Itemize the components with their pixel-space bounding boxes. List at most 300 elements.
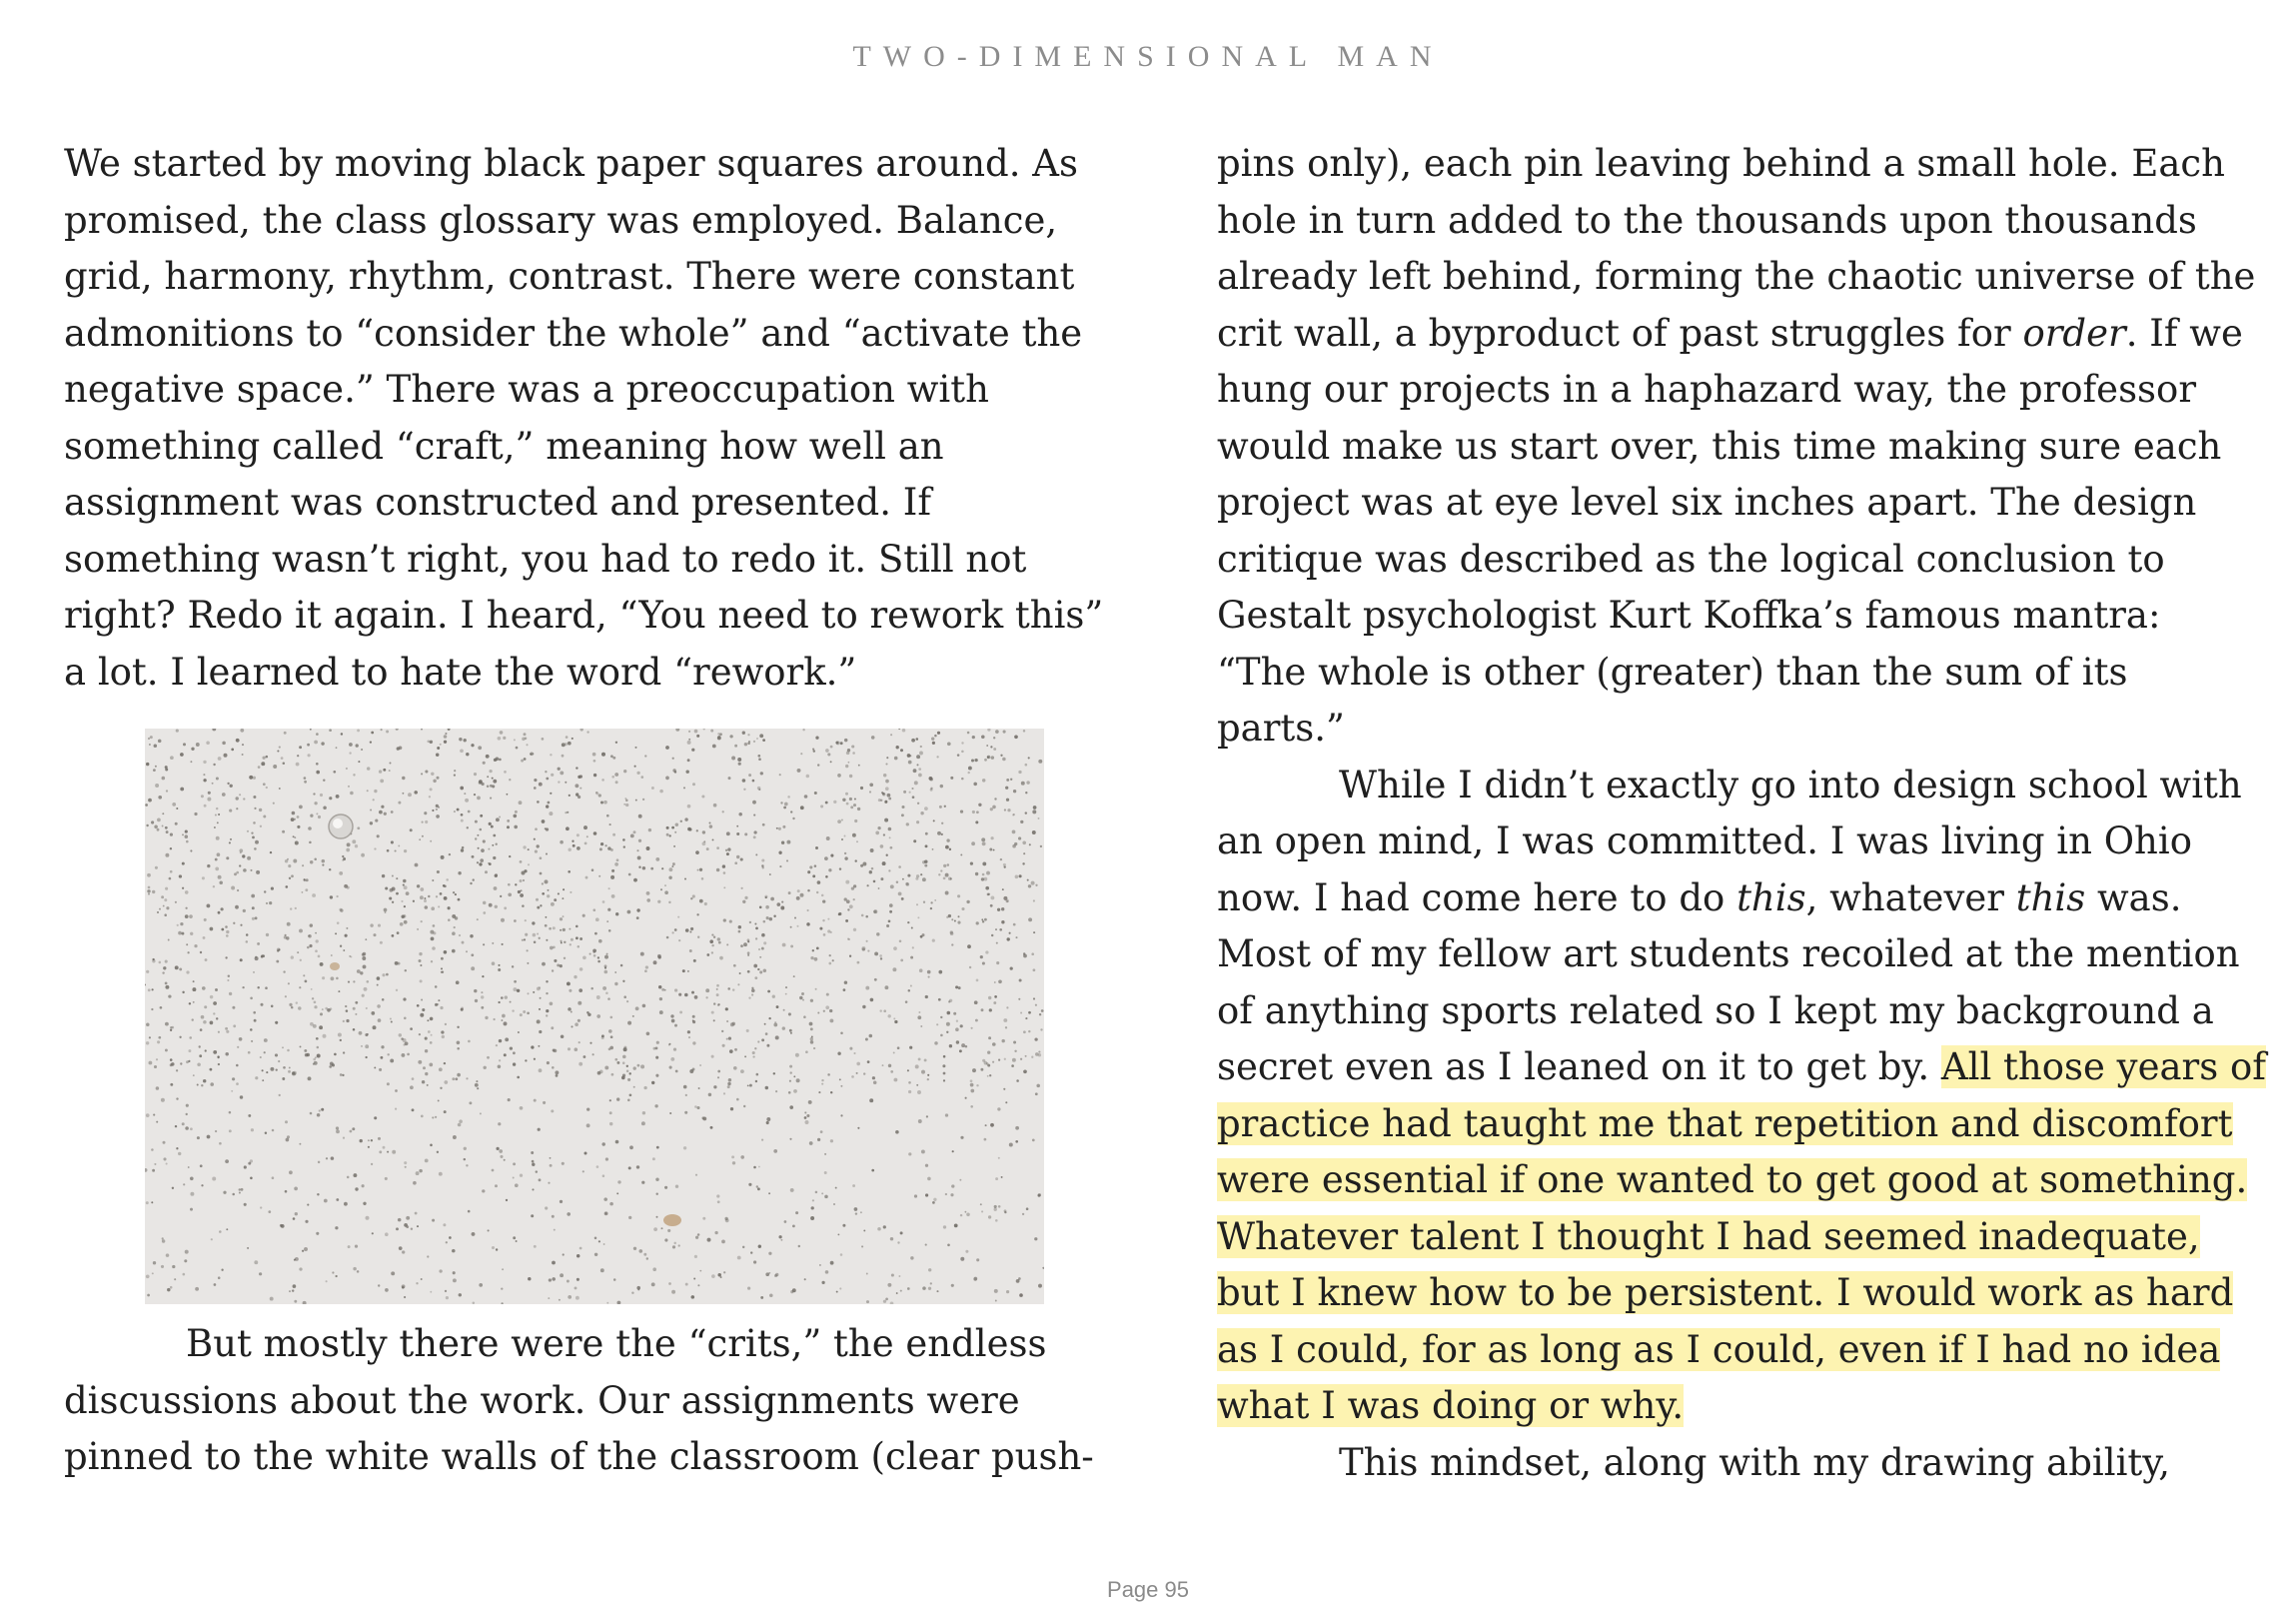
- pinhole: [277, 949, 279, 951]
- pinhole: [255, 840, 259, 844]
- pinhole: [943, 876, 946, 879]
- highlighted-text[interactable]: All those years of: [1940, 1045, 2266, 1088]
- pinhole: [340, 945, 342, 947]
- pinhole: [807, 909, 809, 911]
- pinhole: [853, 1052, 855, 1054]
- pinhole: [537, 801, 540, 804]
- pinhole: [470, 934, 473, 937]
- pinhole: [461, 819, 464, 822]
- pinhole: [482, 1189, 485, 1192]
- pinhole: [430, 741, 433, 744]
- pinhole: [1010, 966, 1013, 969]
- pinhole: [457, 1026, 459, 1028]
- pinhole: [160, 1006, 163, 1009]
- pinhole: [812, 949, 814, 951]
- pinhole: [260, 1206, 262, 1208]
- pinhole: [862, 1005, 865, 1008]
- pinhole: [671, 865, 673, 867]
- pinhole: [481, 1006, 484, 1009]
- pinhole: [722, 864, 725, 867]
- pinhole: [501, 996, 504, 999]
- pinhole: [406, 1225, 409, 1228]
- pinhole: [608, 887, 610, 889]
- pinhole: [239, 1191, 241, 1193]
- pinhole: [772, 995, 775, 998]
- pinhole: [158, 740, 162, 744]
- pinhole: [492, 778, 494, 780]
- pinhole: [289, 1066, 291, 1068]
- pinhole: [883, 1300, 886, 1303]
- pinhole: [545, 1206, 548, 1209]
- pinhole: [629, 1093, 632, 1096]
- pinhole: [972, 810, 975, 813]
- pinhole: [582, 955, 586, 959]
- pinhole: [584, 842, 587, 845]
- pinhole: [478, 847, 480, 849]
- pinhole: [753, 1260, 756, 1263]
- pinhole: [483, 839, 486, 842]
- pinhole: [869, 791, 871, 793]
- pinhole: [471, 966, 475, 970]
- pinhole: [445, 1023, 447, 1025]
- pinhole: [734, 745, 737, 748]
- pinhole: [308, 826, 312, 830]
- pinhole: [818, 1091, 820, 1093]
- pinhole: [830, 1261, 834, 1265]
- pinhole: [929, 777, 933, 781]
- pinhole: [392, 934, 395, 937]
- pinhole: [346, 1009, 349, 1012]
- pinhole: [356, 744, 359, 747]
- pinhole: [425, 1072, 428, 1075]
- pinhole: [370, 741, 372, 743]
- pinhole: [443, 1223, 446, 1226]
- pinhole: [148, 738, 150, 740]
- pinhole: [417, 1004, 420, 1007]
- pinhole: [382, 998, 385, 1001]
- pinhole: [837, 774, 841, 778]
- pinhole: [790, 926, 792, 928]
- pinhole: [604, 844, 606, 846]
- pinhole: [854, 819, 857, 822]
- pinhole: [693, 1278, 695, 1280]
- pinhole: [847, 908, 849, 910]
- pinhole: [684, 878, 686, 880]
- text-line: promised, the class glossary was employed. Balance,: [64, 198, 1058, 242]
- pinhole: [432, 1219, 435, 1222]
- pinhole: [539, 1008, 541, 1010]
- pinhole: [966, 900, 969, 903]
- pinhole: [955, 1027, 959, 1031]
- pinhole: [761, 1139, 763, 1141]
- pinhole: [696, 913, 698, 915]
- pinhole: [386, 973, 389, 976]
- pinhole: [889, 903, 893, 907]
- pinhole: [367, 790, 369, 792]
- pinhole: [368, 1139, 370, 1141]
- pinhole: [1007, 808, 1010, 811]
- pinhole: [610, 848, 613, 851]
- pinhole: [664, 989, 666, 991]
- pinhole: [907, 1069, 909, 1071]
- pinhole: [283, 970, 285, 972]
- pinhole: [435, 985, 438, 988]
- pinhole: [1032, 1139, 1035, 1142]
- pinhole: [903, 791, 906, 794]
- pinhole: [158, 796, 162, 800]
- pinhole: [802, 729, 804, 731]
- pinhole: [709, 824, 712, 827]
- pinhole: [569, 795, 571, 797]
- pinhole: [408, 793, 412, 797]
- pinhole: [752, 801, 756, 805]
- pinhole: [560, 929, 562, 931]
- pinhole: [377, 984, 379, 986]
- pinhole: [240, 958, 243, 961]
- pinhole: [1028, 757, 1030, 759]
- pinhole: [994, 995, 997, 998]
- pinhole: [254, 1019, 257, 1022]
- pinhole: [897, 1046, 900, 1049]
- pinhole: [534, 787, 537, 790]
- pinhole: [956, 1020, 958, 1022]
- pinhole: [292, 811, 296, 815]
- pinhole: [276, 1068, 278, 1070]
- pinhole: [221, 1269, 223, 1271]
- pinhole: [309, 841, 312, 844]
- pinhole: [844, 852, 846, 854]
- pinhole: [496, 1248, 498, 1250]
- pinhole: [222, 793, 226, 797]
- pinhole: [747, 1287, 750, 1290]
- highlighted-text[interactable]: as I could, for as long as I could, even if I had no idea: [1217, 1327, 2221, 1371]
- pinhole: [884, 801, 887, 804]
- pinhole: [601, 1142, 604, 1145]
- highlighted-text[interactable]: were essential if one wanted to get good at something.: [1217, 1158, 2248, 1201]
- pinhole: [561, 1035, 565, 1039]
- pinhole: [236, 871, 239, 874]
- pinhole: [689, 931, 691, 933]
- pinhole: [592, 1053, 594, 1055]
- pinhole: [836, 1291, 838, 1293]
- pinhole: [784, 1220, 787, 1223]
- pinhole: [869, 1098, 873, 1102]
- pinhole: [655, 1047, 658, 1050]
- pinhole: [147, 889, 150, 892]
- pinhole: [577, 796, 580, 799]
- pinhole: [842, 799, 845, 802]
- pinhole: [703, 840, 705, 842]
- pinhole: [233, 922, 235, 924]
- pinhole: [270, 851, 272, 853]
- pinhole: [993, 849, 995, 851]
- pinhole: [678, 939, 680, 941]
- pinhole: [237, 889, 239, 891]
- pinhole: [586, 731, 588, 733]
- highlighted-text[interactable]: Whatever talent I thought I had seemed inadequate,: [1217, 1214, 2200, 1258]
- pinhole: [362, 956, 366, 960]
- pinhole: [299, 806, 303, 809]
- pinhole: [821, 894, 824, 897]
- pinhole: [680, 820, 682, 822]
- pinhole: [239, 848, 243, 852]
- pinhole: [637, 1288, 639, 1290]
- pinhole: [146, 824, 148, 826]
- pinhole: [1002, 888, 1004, 890]
- pinhole: [900, 959, 903, 962]
- pinhole: [916, 1084, 918, 1086]
- pinhole: [971, 841, 975, 845]
- pinhole: [757, 1040, 759, 1042]
- pinhole: [699, 868, 702, 871]
- pinhole: [421, 1278, 423, 1280]
- pinhole: [966, 1213, 970, 1217]
- pinhole: [430, 788, 433, 791]
- pinhole: [225, 1052, 228, 1055]
- pinhole: [609, 1202, 613, 1206]
- pinhole: [924, 807, 928, 810]
- pinhole: [179, 967, 182, 970]
- pinhole: [883, 1009, 886, 1012]
- pinhole: [667, 1229, 670, 1232]
- pinhole: [770, 897, 774, 901]
- pinhole: [192, 987, 196, 991]
- pinhole: [446, 1296, 449, 1299]
- pinhole: [625, 804, 628, 807]
- pinhole: [733, 964, 736, 967]
- pinhole: [366, 1216, 370, 1220]
- pinhole: [452, 1077, 455, 1080]
- pinhole: [1023, 954, 1027, 958]
- pinhole: [567, 981, 571, 985]
- pinhole: [290, 907, 292, 909]
- pinhole: [910, 1256, 913, 1259]
- pinhole: [555, 1070, 559, 1074]
- pinhole: [946, 1011, 950, 1015]
- pinhole: [250, 1159, 253, 1162]
- pinhole: [833, 1203, 835, 1205]
- pinhole: [203, 1079, 206, 1082]
- pinhole: [1012, 1058, 1016, 1062]
- pinhole: [229, 1111, 232, 1114]
- pinhole: [603, 1197, 607, 1201]
- pinhole: [296, 1001, 298, 1003]
- pinhole: [420, 1013, 424, 1017]
- pinhole: [665, 777, 669, 781]
- pinhole: [546, 778, 549, 781]
- pinhole: [264, 890, 266, 892]
- pinhole: [435, 1003, 438, 1006]
- pinhole: [215, 813, 217, 815]
- pinhole: [402, 1250, 405, 1253]
- pinhole: [385, 1177, 388, 1180]
- pinhole: [969, 966, 971, 968]
- pinhole: [941, 833, 943, 835]
- pinhole: [980, 1068, 983, 1071]
- pinhole: [348, 786, 350, 788]
- pinhole: [856, 1062, 860, 1066]
- pinhole: [944, 806, 946, 808]
- text-line: project was at eye level six inches apart. The design: [1217, 481, 2197, 524]
- pinhole: [182, 991, 184, 993]
- pinhole: [199, 1045, 201, 1047]
- pinhole: [1006, 799, 1009, 802]
- pinhole: [943, 1055, 946, 1058]
- pinhole: [1009, 1143, 1013, 1147]
- pinhole: [573, 844, 575, 847]
- pinhole: [459, 1293, 462, 1296]
- text-line: hung our projects in a haphazard way, the professor: [1217, 368, 2197, 411]
- pinhole: [825, 802, 828, 805]
- pinhole: [425, 1049, 428, 1052]
- pinhole: [1025, 1017, 1027, 1019]
- pinhole: [304, 1247, 308, 1251]
- pinhole: [711, 934, 713, 936]
- pinhole: [488, 1229, 490, 1231]
- pinhole: [285, 995, 287, 997]
- pinhole: [487, 1056, 490, 1059]
- pinhole: [675, 1070, 677, 1072]
- pinhole: [860, 864, 863, 867]
- pinhole: [371, 1139, 373, 1141]
- pinhole: [942, 1064, 945, 1067]
- pinhole: [362, 953, 365, 956]
- pinhole: [379, 770, 382, 773]
- pinhole: [197, 1062, 201, 1066]
- pinhole: [483, 943, 485, 945]
- pinhole: [501, 1019, 503, 1021]
- pinhole: [975, 820, 978, 823]
- pinhole: [707, 1238, 711, 1242]
- pinhole: [769, 1294, 773, 1298]
- pinhole: [1004, 865, 1006, 867]
- pinhole: [558, 781, 560, 783]
- pinhole: [965, 1211, 967, 1213]
- pinhole: [414, 791, 418, 795]
- pinhole: [242, 986, 244, 988]
- pinhole: [314, 802, 317, 805]
- pinhole: [326, 1280, 328, 1282]
- pinhole: [656, 1146, 659, 1149]
- pinhole: [396, 989, 398, 991]
- pinhole: [908, 761, 912, 765]
- pinhole: [456, 980, 460, 984]
- pinhole: [216, 808, 218, 809]
- pinhole: [888, 798, 891, 801]
- pinhole: [361, 749, 363, 751]
- pinhole: [225, 1159, 229, 1163]
- pinhole: [547, 894, 550, 897]
- pinhole: [908, 989, 911, 992]
- pinhole: [725, 1007, 728, 1010]
- pinhole: [992, 1061, 994, 1063]
- highlighted-text[interactable]: practice had taught me that repetition and discomfort: [1217, 1101, 2233, 1145]
- pinhole: [157, 828, 160, 831]
- pinhole: [403, 884, 405, 886]
- pinhole: [475, 1083, 479, 1087]
- pinhole: [345, 934, 348, 937]
- pinhole: [796, 896, 800, 900]
- pinhole: [644, 969, 647, 972]
- text-line: negative space.” There was a preoccupation with: [64, 368, 989, 411]
- pinhole: [379, 1068, 382, 1071]
- pinhole: [925, 1244, 927, 1246]
- pinhole: [498, 968, 501, 971]
- pinhole: [336, 1198, 339, 1201]
- pinhole: [755, 1080, 757, 1082]
- pinhole: [692, 894, 695, 897]
- pinhole: [790, 1188, 794, 1192]
- pinhole: [466, 753, 469, 756]
- pinhole: [176, 808, 178, 809]
- pinhole: [690, 897, 692, 899]
- pinhole: [545, 771, 547, 773]
- pinhole: [593, 774, 596, 777]
- pinhole: [395, 1089, 398, 1092]
- pinhole: [982, 779, 985, 782]
- pinhole: [562, 755, 565, 758]
- pinhole: [845, 765, 848, 768]
- text-line: a lot. I learned to hate the word “rework.”: [64, 650, 857, 694]
- pinhole: [534, 1245, 537, 1248]
- pinhole: [789, 1105, 793, 1109]
- pinhole: [582, 1055, 585, 1058]
- pinhole: [410, 1027, 413, 1030]
- pinhole: [305, 888, 308, 891]
- pinhole: [845, 793, 848, 796]
- pinhole: [307, 1204, 309, 1206]
- pinhole: [630, 833, 634, 837]
- pinhole: [701, 877, 704, 880]
- pinhole: [674, 988, 677, 991]
- pinhole: [609, 1122, 612, 1125]
- pinhole: [343, 1020, 345, 1022]
- pinhole: [803, 1015, 806, 1018]
- pinhole: [522, 738, 525, 741]
- pinhole: [736, 832, 739, 835]
- pinhole: [297, 755, 299, 757]
- highlighted-text[interactable]: what I was doing or why.: [1217, 1384, 1685, 1427]
- pinhole: [186, 943, 188, 945]
- highlighted-text[interactable]: but I knew how to be persistent. I would work as hard: [1217, 1271, 2234, 1314]
- pinhole: [709, 822, 711, 824]
- pinhole: [773, 1023, 777, 1027]
- pinhole: [491, 825, 494, 828]
- pinhole: [971, 1027, 973, 1029]
- pinhole: [995, 1177, 998, 1180]
- pinhole: [446, 878, 449, 881]
- pinhole: [403, 1038, 407, 1042]
- pinhole: [982, 920, 984, 922]
- pinhole: [154, 1163, 156, 1165]
- pinhole: [457, 808, 460, 811]
- pinhole: [593, 831, 597, 835]
- pinhole: [305, 980, 308, 983]
- pinhole: [382, 874, 385, 877]
- pinhole: [162, 812, 164, 814]
- pinhole: [1033, 899, 1035, 901]
- pinhole: [534, 1058, 536, 1060]
- pinhole: [184, 1259, 187, 1262]
- pinhole: [1038, 760, 1042, 764]
- pinhole: [768, 1017, 770, 1019]
- pinhole: [941, 822, 943, 824]
- pinhole: [527, 949, 529, 951]
- pinhole: [182, 833, 184, 835]
- pinhole: [207, 1135, 211, 1139]
- pinhole: [711, 1274, 715, 1278]
- pinhole: [485, 870, 488, 873]
